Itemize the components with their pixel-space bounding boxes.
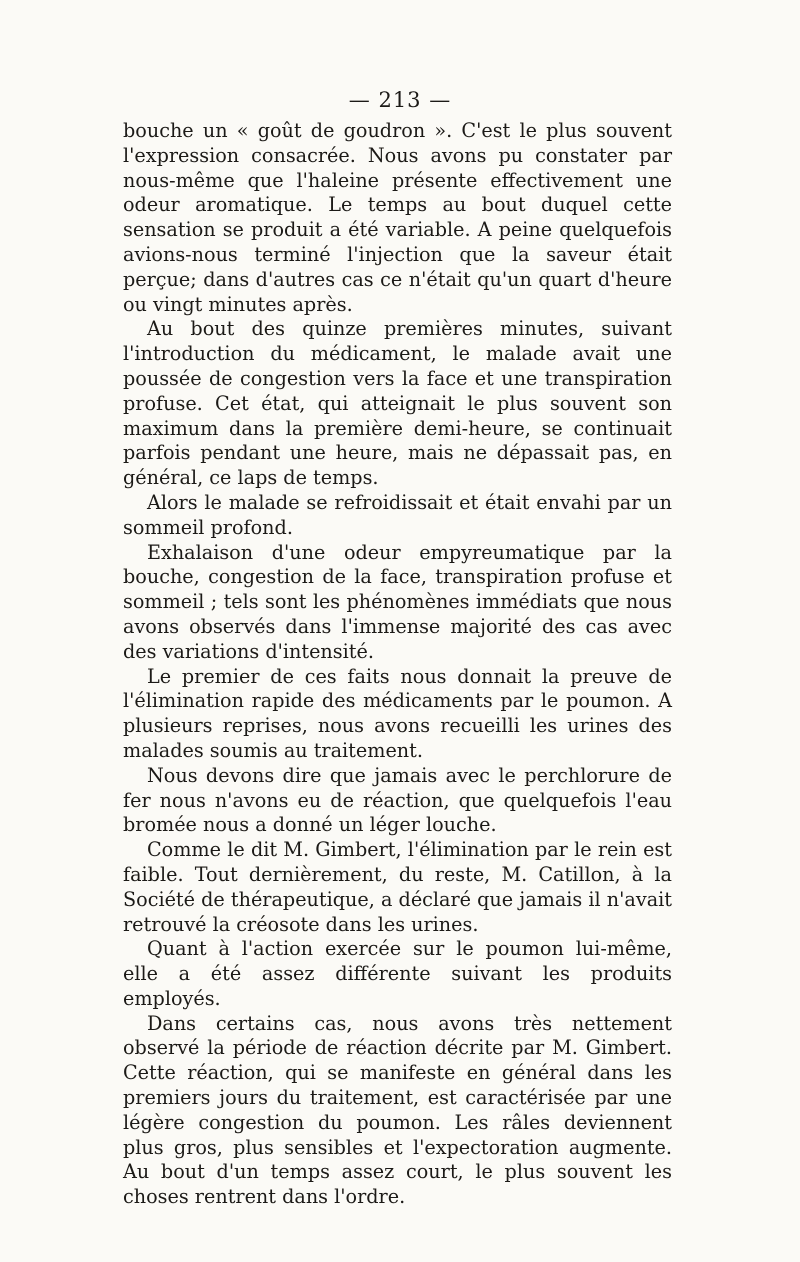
paragraph-2: Au bout des quinze premières minutes, suivant l'introduction du médicament, le malade avait une poussée de congestion vers la face et une transpiration profuse. Cet état, qui atteignait le plus souvent son maximum dans la première demi-heure, se continuait parfois pendant une heure, mais ne dépassait pas, en général, ce laps de temps. [123, 317, 672, 490]
paragraph-6: Nous devons dire que jamais avec le perchlorure de fer nous n'avons eu de réaction, que quelquefois l'eau bromée nous a donné un léger louche. [123, 763, 672, 837]
paragraph-1: bouche un « goût de goudron ». C'est le plus souvent l'expression consacrée. Nous avons pu constater par nous-même que l'haleine présente effectivement une odeur aromatique. Le temps au bout duquel cette sensation se produit a été variable. A peine quelquefois avions-nous terminé l'injection que la saveur était perçue; dans d'autres cas ce n'était qu'un quart d'heure ou vingt minutes après. [123, 119, 672, 316]
paragraph-8: Quant à l'action exercée sur le poumon lui-même, elle a été assez différente suivant les produits employés. [123, 937, 672, 1010]
paragraph-3: Alors le malade se refroidissait et était envahi par un sommeil profond. [123, 490, 672, 539]
paragraph-9: Dans certains cas, nous avons très nettement observé la période de réaction décrite par M. Gimbert. Cette réaction, qui se manifeste en général dans les premiers jours du traitement, est caractérisée par une légère congestion du poumon. Les râles deviennent plus gros, plus sensibles et l'expectoration augmente. Au bout d'un temps assez court, le plus souvent les choses rentrent dans l'ordre. [123, 1011, 672, 1209]
body-text [123, 119, 672, 1210]
paragraph-5: Le premier de ces faits nous donnait la preuve de l'élimination rapide des médicaments par le poumon. A plusieurs reprises, nous avons recueilli les urines des malades soumis au traitement. [123, 664, 672, 762]
paragraph-7: Comme le dit M. Gimbert, l'élimination par le rein est faible. Tout dernièrement, du reste, M. Catillon, à la Société de thérapeutique, a déclaré que jamais il n'avait retrouvé la créosote dans les urines. [123, 838, 672, 936]
paragraph-4: Exhalaison d'une odeur empyreumatique par la bouche, congestion de la face, transpiration profuse et sommeil ; tels sont les phénomènes immédiats que nous avons observés dans l'immense majorité des cas avec des variations d'intensité. [123, 540, 672, 663]
page-number: — 213 — [348, 88, 452, 112]
